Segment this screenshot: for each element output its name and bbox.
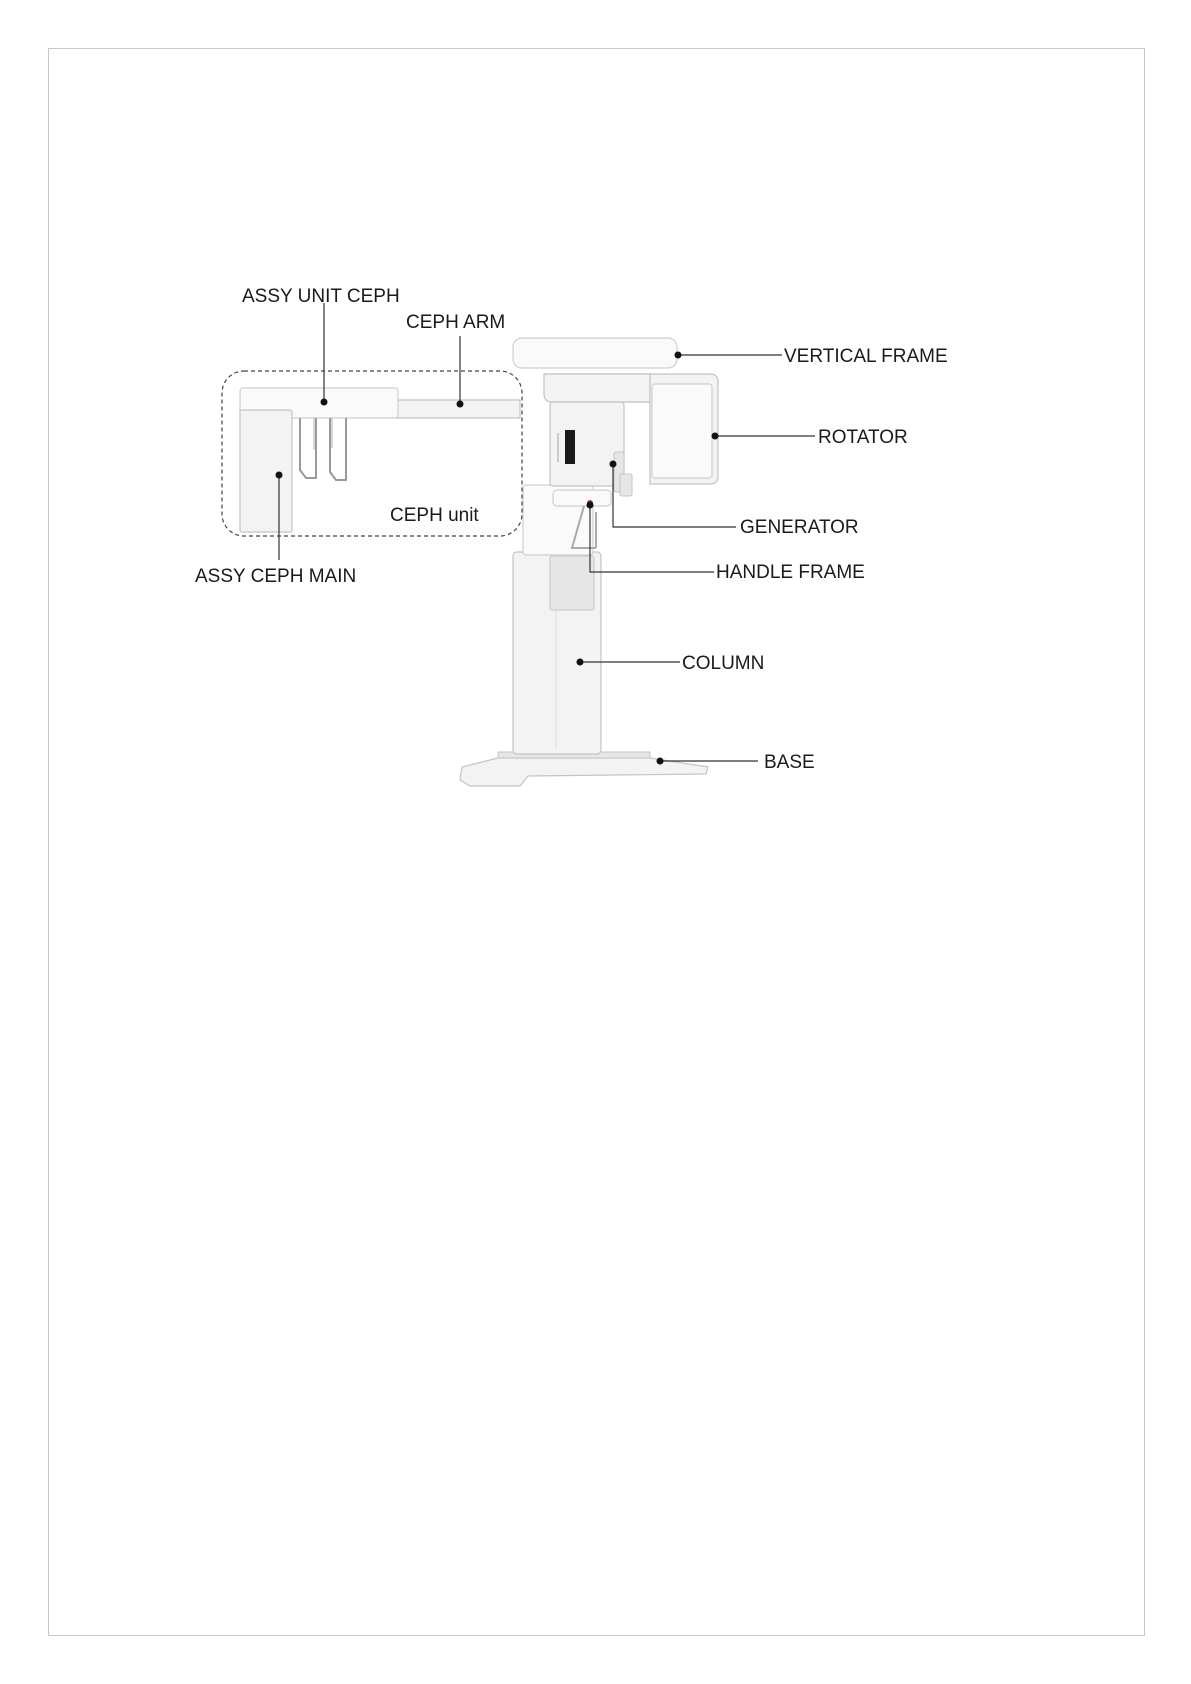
- label-handle-frame: HANDLE FRAME: [716, 562, 865, 583]
- label-column: COLUMN: [682, 653, 765, 674]
- generator-part: [550, 402, 632, 496]
- column-part: [513, 552, 601, 754]
- machine-illustration: [222, 338, 718, 786]
- base-part: [460, 752, 708, 786]
- label-rotator: ROTATOR: [818, 427, 908, 448]
- label-assy-ceph-main: ASSY CEPH MAIN: [195, 566, 357, 587]
- vertical-frame-part: [513, 338, 677, 368]
- label-generator: GENERATOR: [740, 517, 859, 538]
- label-ceph-unit: CEPH unit: [390, 505, 479, 526]
- label-ceph-arm: CEPH ARM: [406, 312, 506, 333]
- label-assy-unit-ceph: ASSY UNIT CEPH: [242, 286, 400, 307]
- ceph-arm-part: [392, 400, 520, 418]
- ceph-head-part: [240, 388, 398, 532]
- label-vertical-frame: VERTICAL FRAME: [784, 346, 948, 367]
- label-base: BASE: [764, 752, 815, 773]
